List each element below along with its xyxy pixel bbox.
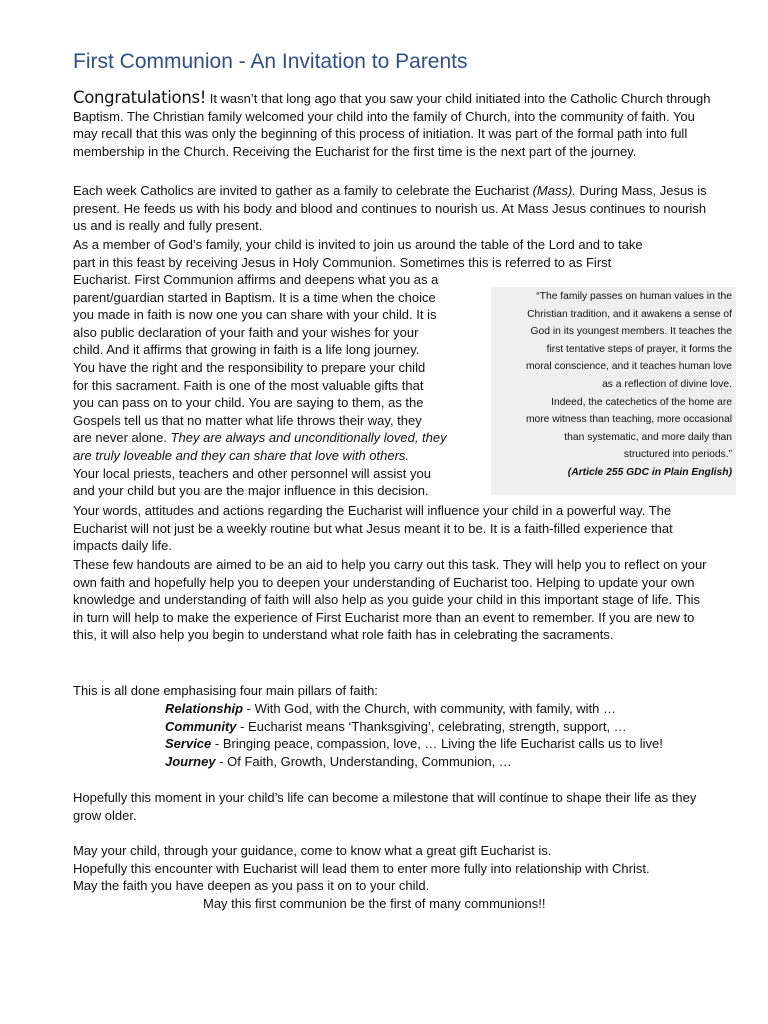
page-title: First Communion - An Invitation to Parents [73, 50, 468, 73]
pillar-term: Service [165, 736, 212, 752]
milestone-paragraph: Hopefully this moment in your child’s life can become a milestone that will continue to shape their life as they grow older. [73, 790, 697, 823]
quote-line: Christian tradition, and it awakens a sense of [527, 308, 732, 320]
final-line: May this first communion be the first of many communions!! [203, 896, 546, 911]
pillar-term: Journey [165, 753, 216, 769]
mass-italic: (Mass). [532, 183, 576, 198]
text-line: part in this feast by receiving Jesus in Holy Communion. Sometimes this is referred to as First [73, 254, 612, 270]
closing-line: Hopefully this encounter with Eucharist will lead them to enter more fully into relationship with Christ. [73, 860, 650, 876]
pillar-text: - Bringing peace, compassion, love, … Living the life Eucharist calls us to live! [211, 736, 663, 752]
family-paragraph-narrow [73, 271, 485, 500]
mass-paragraph [73, 182, 713, 235]
pillar-item [165, 718, 663, 736]
quote-citation: (Article 255 GDC in Plain English) [567, 466, 732, 478]
text-line: Eucharist. First Communion affirms and deepens what you as a [73, 272, 439, 287]
text-line: Gospels tell us that no matter what life throws their way, they [73, 412, 422, 428]
pillar-text: - Of Faith, Growth, Understanding, Communion, … [215, 753, 512, 769]
text-line: As a member of God’s family, your child is invited to join us around the table of the Lord and to take [73, 237, 643, 252]
italic-text: They are always and unconditionally loved, they [170, 430, 447, 446]
italic-text: are truly loveable and they can share that love with others. [73, 447, 410, 463]
text-line: You have the right and the responsibility to prepare your child [73, 359, 426, 375]
intro-text: It wasn’t that long ago that you saw your child initiated into the Catholic Church through Baptism. The Christian family welcomed your child into the family of Church, into the community of faith. You may recall that this was only the beginning of this process of initiation. It was part of the formal path into full membership in the Church. Receiving the Eucharist for the first time is the next part of the journey. [73, 91, 711, 159]
text-line: parent/guardian started in Baptism. It is a time when the choice [73, 289, 436, 305]
pillar-text: - Eucharist means ‘Thanksgiving’, celebrating, strength, support, … [236, 718, 627, 734]
quote-line: structured into periods.” [623, 449, 732, 461]
text-line: for this sacrament. Faith is one of the most valuable gifts that [73, 377, 424, 393]
pillars-list [165, 700, 663, 770]
closing-paragraph [73, 842, 713, 895]
quote-line: first tentative steps of prayer, it forms the [546, 343, 732, 355]
family-paragraph-full [73, 236, 713, 271]
text-line [73, 429, 485, 447]
quote-box [491, 287, 736, 495]
mass-text-before: Each week Catholics are invited to gather as a family to celebrate the Eucharist [73, 183, 533, 198]
text-line: child. And it affirms that growing in faith is a life long journey. [73, 342, 420, 358]
congratulations-word: Congratulations! [73, 88, 207, 107]
closing-line: May the faith you have deepen as you pass it on to your child. [73, 878, 430, 894]
quote-line: moral conscience, and it teaches human love [525, 361, 732, 373]
pillar-item [165, 700, 663, 718]
quote-line: as a reflection of divine love. [602, 378, 732, 390]
text-line: and your child but you are the major influence in this decision. [73, 483, 429, 499]
closing-line: May your child, through your guidance, come to know what a great gift Eucharist is. [73, 843, 552, 858]
quote-line: “The family passes on human values in the [536, 291, 732, 302]
quote-line: Indeed, the catechetics of the home are [551, 396, 732, 408]
pillar-term: Community [165, 718, 237, 734]
quote-line: more witness than teaching, more occasional [525, 414, 732, 426]
pillar-term: Relationship [165, 701, 244, 716]
text-line: you can pass on to your child. You are saying to them, as the [73, 395, 424, 411]
handouts-paragraph: These few handouts are aimed to be an aid to help you carry out this task. They will help you to reflect on your own faith and hopefully help you to deepen your understanding of Eucharist too. Helping to update your own knowledge and understanding of faith will also help as you guide your child in this important stage of life. This in turn will help to make the experience of First Eucharist more than an event to remember. If you are new to this, it will also help you begin to understand what role faith has in celebrating the sacraments. [73, 557, 707, 643]
text-line: also public declaration of your faith and your wishes for your [73, 324, 419, 340]
pillar-text: - With God, with the Church, with community, with family, with … [243, 701, 617, 716]
quote-line: God in its youngest members. It teaches the [530, 326, 732, 338]
influence-paragraph: Your words, attitudes and actions regarding the Eucharist will influence your child in a powerful way. The Eucharist will not just be a weekly routine but what Jesus meant it to be. It is a faith-filled experience that impacts daily life. [73, 503, 673, 554]
text-line: Your local priests, teachers and other personnel will assist you [73, 465, 431, 481]
intro-paragraph [73, 89, 713, 160]
quote-line: than systematic, and more daily than [564, 431, 732, 443]
text-line-lead: are never alone. [73, 430, 171, 446]
mass-text-after: During Mass, Jesus is present. He feeds us with his body and blood and continues to nourish us. At Mass Jesus continues to nourish us and is really and fully present. [73, 183, 707, 234]
pillars-intro: This is all done emphasising four main pillars of faith: [73, 683, 378, 698]
text-line: you made in faith is now one you can share with your child. It is [73, 307, 437, 323]
pillar-item [165, 735, 663, 753]
pillar-item [165, 753, 663, 771]
